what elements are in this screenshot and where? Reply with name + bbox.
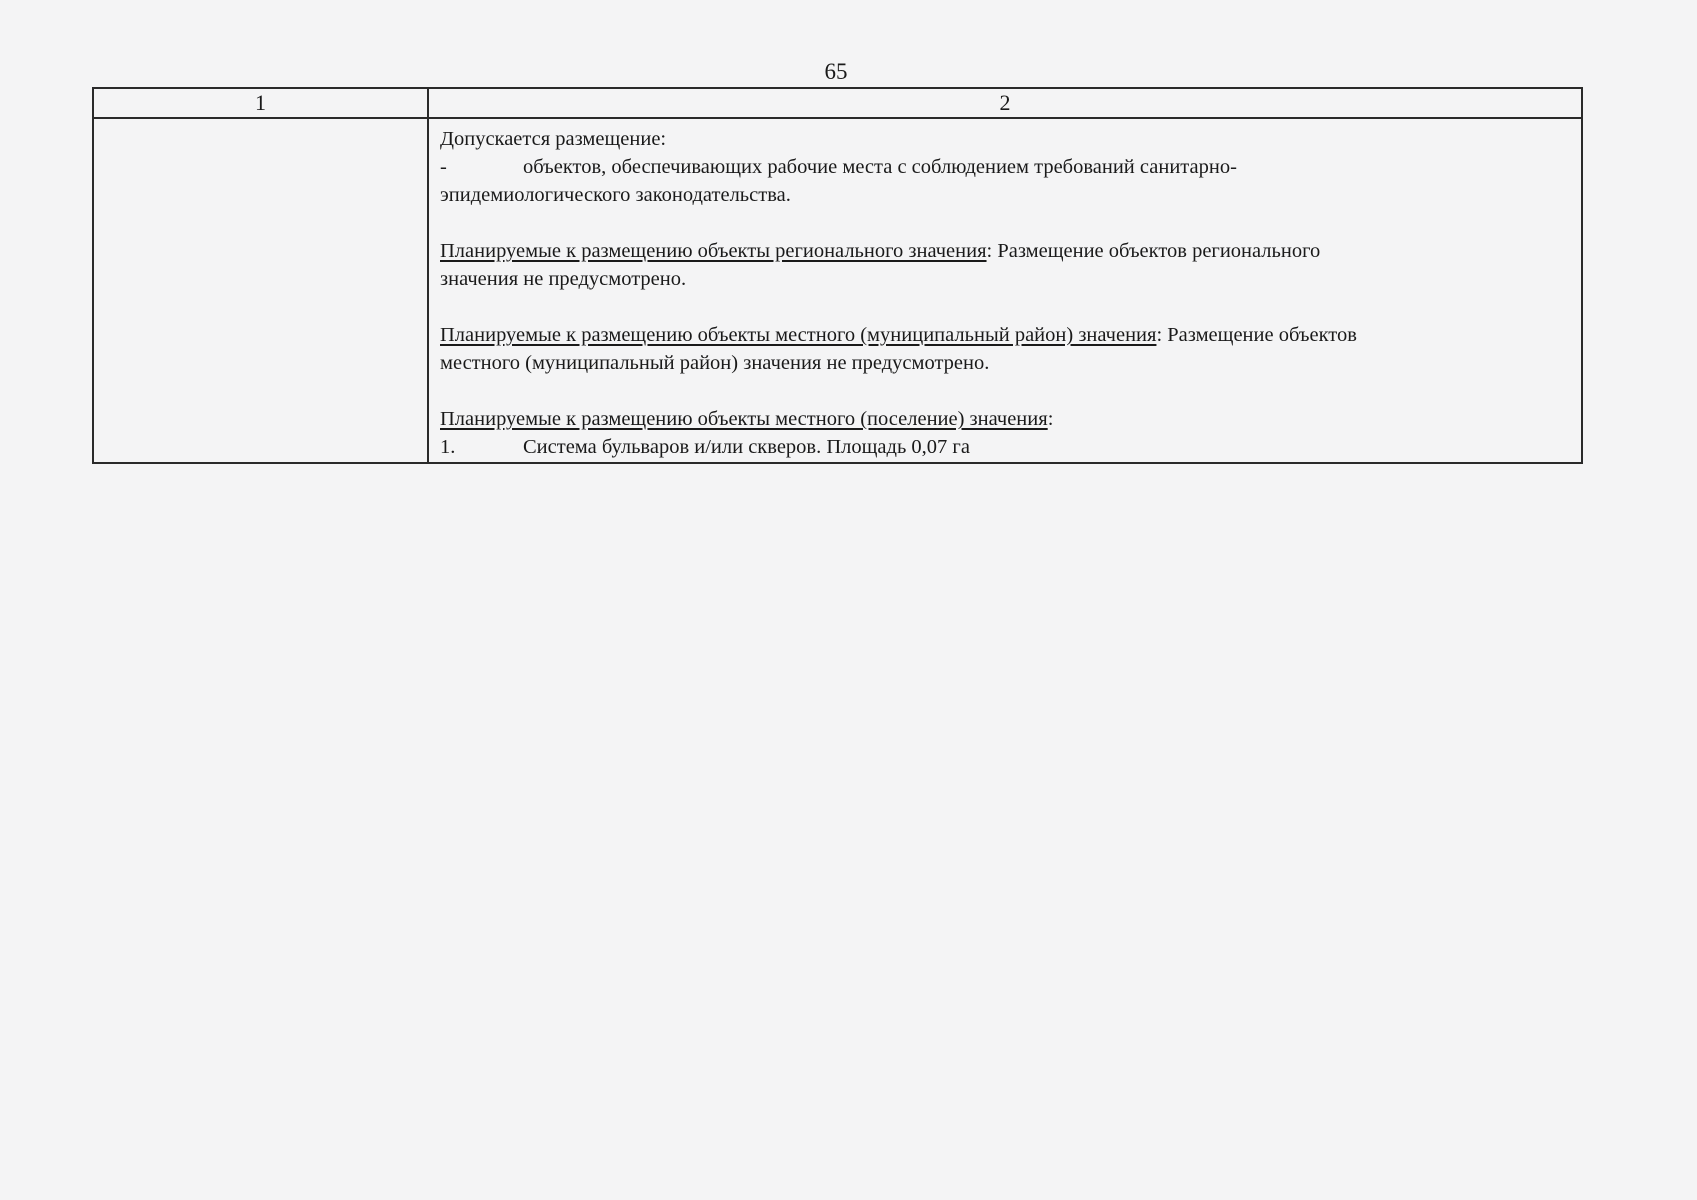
municipal-text-line2: местного (муниципальный район) значения не предусмотрено. (440, 352, 990, 374)
municipal-label: Планируемые к размещению объекты местного (муниципальный район) значения (440, 324, 1157, 346)
settlement-paragraph (440, 405, 1571, 433)
page-number: 65 (824, 59, 848, 84)
row-cell-1 (93, 118, 428, 463)
header-cell-2: 2 (428, 88, 1582, 118)
regional-paragraph (440, 237, 1571, 265)
spacer (440, 377, 1571, 405)
row-cell-2 (428, 118, 1582, 463)
document-table (92, 87, 1583, 464)
spacer (440, 293, 1571, 321)
table-header-row (93, 88, 1582, 118)
regional-text-line2: значения не предусмотрено. (440, 268, 687, 290)
regional-label: Планируемые к размещению объекты регионального значения (440, 240, 987, 262)
allowed-title: Допускается размещение: (440, 128, 667, 150)
settlement-label: Планируемые к размещению объекты местного (поселение) значения (440, 408, 1048, 430)
regional-text-line1: : Размещение объектов регионального (986, 240, 1321, 262)
spacer (440, 209, 1571, 237)
municipal-text-line1: : Размещение объектов (1156, 324, 1357, 346)
settlement-item-marker: 1. (440, 436, 456, 458)
settlement-item-text: Система бульваров и/или скверов. Площадь 0,07 га (523, 436, 970, 458)
municipal-paragraph (440, 321, 1571, 349)
settlement-colon: : (1047, 408, 1054, 430)
allowed-item-marker: - (440, 156, 447, 178)
allowed-item-line2: эпидемиологического законодательства. (440, 184, 791, 206)
header-cell-1: 1 (93, 88, 428, 118)
allowed-item (440, 153, 1571, 181)
allowed-item-line1: объектов, обеспечивающих рабочие места с соблюдением требований санитарно- (523, 156, 1237, 178)
table-row (93, 118, 1582, 463)
settlement-item (440, 433, 1571, 461)
